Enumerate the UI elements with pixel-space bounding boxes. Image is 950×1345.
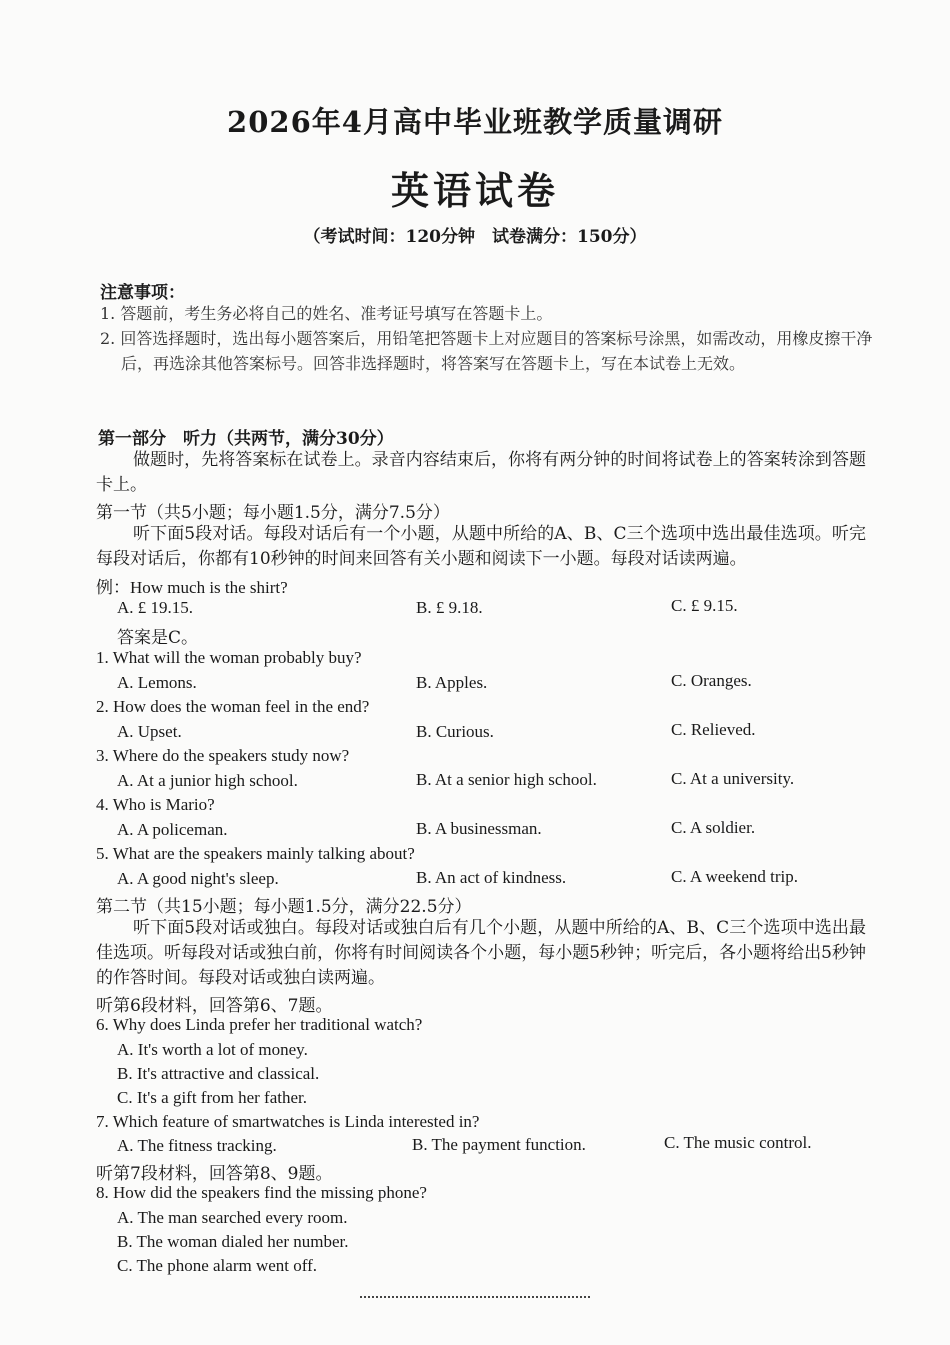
section2-heading: 第二节（共15小题；每小题1.5分，满分22.5分） — [96, 897, 472, 917]
exam-subject: 英语试卷 — [390, 168, 559, 213]
example-answer: 答案是C。 — [117, 628, 199, 648]
example-option-c: C. £ 9.15. — [671, 596, 738, 615]
material-6-instruction: 听第6段材料，回答第6、7题。 — [96, 996, 333, 1016]
q5-option-c: C. A weekend trip. — [671, 867, 799, 886]
part1-intro: 做题时，先将答案标在试卷上。录音内容结束后，你将有两分钟的时间将试卷上的答案转涂到答题卡上。 — [96, 450, 866, 495]
q3-option-a: A. At a junior high school. — [117, 771, 298, 790]
q5-option-a: A. A good night's sleep. — [117, 869, 279, 888]
notice-item-2: 2. 回答选择题时，选出每小题答案后，用铅笔把答题卡上对应题目的答案标号涂黑，如需改动，用橡皮擦干净后，再选涂其他答案标号。回答非选择题时，将答案写在答题卡上，写在本试卷上无效。 — [100, 329, 873, 373]
q3-option-b: B. At a senior high school. — [416, 770, 597, 789]
q5-option-b: B. An act of kindness. — [416, 868, 567, 887]
example-question: 例：How much is the shirt? — [96, 578, 288, 597]
notice-title: 注意事项： — [100, 283, 185, 303]
page-footer-mark — [360, 1296, 590, 1301]
section2-intro: 听下面5段对话或独白。每段对话或独白后有几个小题，从题中所给的A、B、C三个选项中选出最佳选项。听每段对话或独白前，你将有时间阅读各个小题，每小题5秒钟；听完后，各小题将给出5秒钟的作答时间。每段对话或独白读两遍。 — [96, 918, 866, 988]
question-6: 6. Why does Linda prefer her traditional watch? — [96, 1015, 423, 1034]
q3-option-c: C. At a university. — [671, 769, 795, 788]
section1-heading: 第一节（共5小题；每小题1.5分，满分7.5分） — [96, 503, 450, 523]
q4-option-c: C. A soldier. — [671, 818, 756, 837]
q6-option-a: A. It's worth a lot of money. — [117, 1040, 308, 1059]
q8-option-c: C. The phone alarm went off. — [117, 1256, 318, 1275]
q7-option-b: B. The payment function. — [412, 1135, 586, 1154]
q4-option-b: B. A businessman. — [416, 819, 542, 838]
section1-intro: 听下面5段对话。每段对话后有一个小题，从题中所给的A、B、C三个选项中选出最佳选项。听完每段对话后，你都有10秒钟的时间来回答有关小题和阅读下一小题。每段对话读两遍。 — [96, 524, 866, 569]
example-option-b: B. £ 9.18. — [416, 598, 483, 617]
q7-option-c: C. The music control. — [664, 1133, 812, 1152]
question-8: 8. How did the speakers find the missing phone? — [96, 1183, 427, 1202]
question-2: 2. How does the woman feel in the end? — [96, 697, 370, 716]
q6-option-c: C. It's a gift from her father. — [117, 1088, 308, 1107]
q2-option-a: A. Upset. — [117, 722, 182, 741]
question-4: 4. Who is Mario? — [96, 795, 215, 814]
q7-option-a: A. The fitness tracking. — [117, 1136, 277, 1155]
q1-option-a: A. Lemons. — [117, 673, 197, 692]
question-5: 5. What are the speakers mainly talking about? — [96, 844, 415, 863]
material-7-instruction: 听第7段材料，回答第8、9题。 — [96, 1164, 333, 1184]
question-7: 7. Which feature of smartwatches is Linda interested in? — [96, 1112, 480, 1131]
question-1: 1. What will the woman probably buy? — [96, 648, 362, 667]
exam-title: 2026年4月高中毕业班教学质量调研 — [227, 105, 723, 139]
example-option-a: A. £ 19.15. — [117, 598, 194, 617]
q2-option-b: B. Curious. — [416, 722, 494, 741]
q6-option-b: B. It's attractive and classical. — [117, 1064, 320, 1083]
q4-option-a: A. A policeman. — [117, 820, 228, 839]
q8-option-a: A. The man searched every room. — [117, 1208, 348, 1227]
exam-meta: （考试时间：120分钟 试卷满分：150分） — [303, 227, 647, 247]
q2-option-c: C. Relieved. — [671, 720, 756, 739]
notice-item-1: 1. 答题前，考生务必将自己的姓名、准考证号填写在答题卡上。 — [100, 304, 553, 323]
q1-option-c: C. Oranges. — [671, 671, 752, 690]
q1-option-b: B. Apples. — [416, 673, 488, 692]
part1-heading: 第一部分 听力（共两节，满分30分） — [98, 429, 394, 449]
question-3: 3. Where do the speakers study now? — [96, 746, 350, 765]
q8-option-b: B. The woman dialed her number. — [117, 1232, 349, 1251]
